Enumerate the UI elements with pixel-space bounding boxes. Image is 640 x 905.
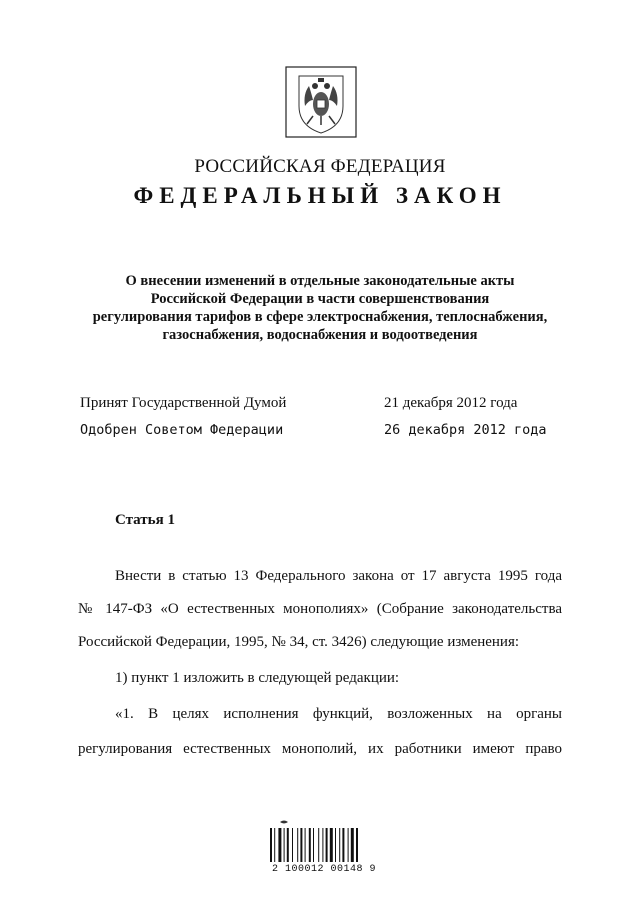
adoption-date: 26 декабря 2012 года (384, 422, 547, 438)
law-title-line: регулирования тарифов в сфере электроснабжения, теплоснабжения, (92, 309, 548, 325)
law-title (60, 272, 580, 344)
article-paragraph-3 (78, 704, 562, 759)
adoption-date: 21 декабря 2012 года (384, 395, 518, 411)
law-title-line: газоснабжения, водоснабжения и водоотведения (162, 327, 478, 343)
article-paragraph-1 (78, 566, 562, 652)
adoption-label: Принят Государственной Думой (80, 395, 287, 411)
barcode-icon (268, 818, 380, 864)
adoption-label: Одобрен Советом Федерации (80, 422, 284, 438)
country-name: РОССИЙСКАЯ ФЕДЕРАЦИЯ (194, 156, 446, 177)
barcode-number: 2 100012 00148 9 (271, 864, 376, 875)
article-paragraph-2 (78, 668, 562, 688)
law-title-line: О внесении изменений в отдельные законодательные акты (125, 273, 515, 289)
article-heading: Статья 1 (115, 512, 175, 528)
paragraph-line: 1) пункт 1 изложить в следующей редакции: (115, 670, 400, 686)
paragraph-line: № 147-ФЗ «О естественных монополиях» (Собрание законодательства (78, 601, 562, 617)
paragraph-line: «1. В целях исполнения функций, возложенных на органы (115, 706, 562, 722)
coat-of-arms-icon (285, 66, 357, 138)
paragraph-line: регулирования естественных монополий, их работники имеют право (78, 741, 562, 757)
paragraph-line: Внести в статью 13 Федерального закона от 17 августа 1995 года (115, 568, 562, 584)
law-type: ФЕДЕРАЛЬНЫЙ ЗАКОН (133, 183, 507, 208)
law-title-line: Российской Федерации в части совершенствования (150, 291, 490, 307)
paragraph-line: Российской Федерации, 1995, № 34, ст. 3426) следующие изменения: (78, 634, 520, 650)
